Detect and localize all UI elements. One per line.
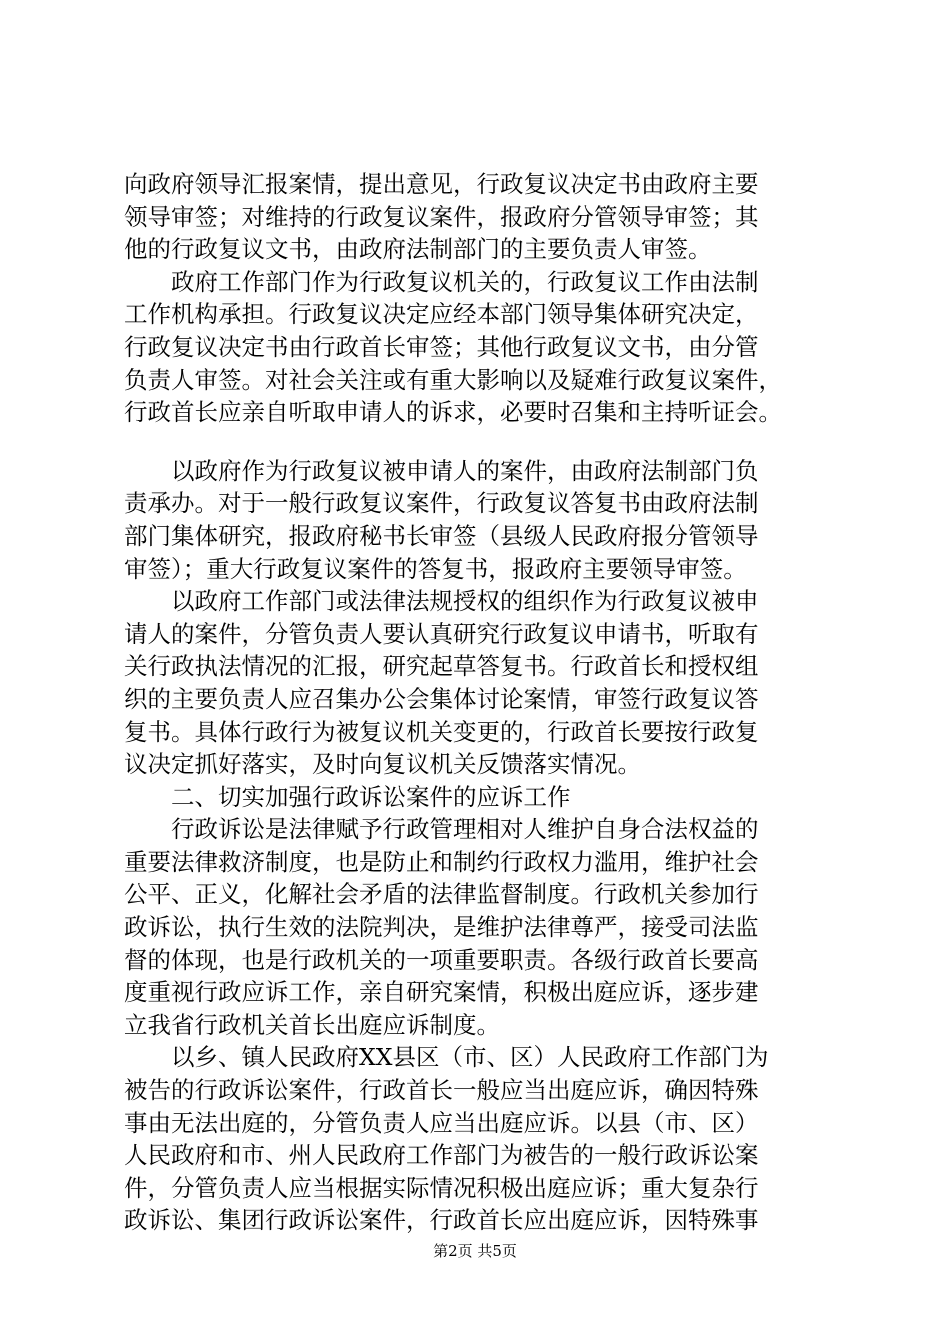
text-line: 复书。具体行政行为被复议机关变更的，行政首长要按行政复	[124, 717, 759, 746]
text-line: 行政首长应亲自听取申请人的诉求，必要时召集和主持听证会。	[124, 398, 782, 427]
paragraph-gap	[124, 429, 836, 455]
paragraph-6	[124, 1041, 836, 1237]
text-line: 以乡、镇人民政府XX县区（市、区）人民政府工作部门为	[124, 1043, 769, 1072]
section-heading	[124, 781, 836, 814]
text-line: 事由无法出庭的，分管负责人应当出庭应诉。以县（市、区）	[124, 1108, 759, 1137]
text-line: 负责人审签。对社会关注或有重大影响以及疑难行政复议案件，	[124, 365, 782, 394]
paragraph-5	[124, 813, 836, 1041]
paragraph-2	[124, 266, 836, 429]
paragraph-1	[124, 168, 836, 266]
page-footer	[0, 1241, 950, 1261]
text-line: 向政府领导汇报案情，提出意见，行政复议决定书由政府主要	[124, 170, 759, 198]
page-number: 第2页 共5页	[433, 1242, 517, 1260]
text-line: 责承办。对于一般行政复议案件，行政复议答复书由政府法制	[124, 489, 759, 518]
text-line: 重要法律救济制度，也是防止和制约行政权力滥用，维护社会	[124, 847, 759, 876]
text-line: 被告的行政诉讼案件，行政首长一般应当出庭应诉，确因特殊	[124, 1076, 759, 1105]
text-line: 织的主要负责人应召集办公会集体讨论案情，审签行政复议答	[124, 684, 759, 713]
text-line: 公平、正义，化解社会矛盾的法律监督制度。行政机关参加行	[124, 880, 759, 909]
heading-line: 二、切实加强行政诉讼案件的应诉工作	[124, 782, 571, 811]
text-line: 立我省行政机关首长出庭应诉制度。	[124, 1010, 500, 1039]
text-line: 议决定抓好落实，及时向复议机关反馈落实情况。	[124, 750, 641, 779]
text-line: 以政府作为行政复议被申请人的案件，由政府法制部门负	[124, 456, 759, 485]
text-line: 审签）；重大行政复议案件的答复书，报政府主要领导审签。	[124, 554, 747, 583]
text-line: 件，分管负责人应当根据实际情况积极出庭应诉；重大复杂行	[124, 1173, 759, 1202]
text-line: 政诉讼、集团行政诉讼案件，行政首长应出庭应诉，因特殊事	[124, 1206, 759, 1235]
text-line: 以政府工作部门或法律法规授权的组织作为行政复议被申	[124, 587, 759, 616]
text-line: 工作机构承担。行政复议决定应经本部门领导集体研究决定，	[124, 300, 759, 329]
text-line: 度重视行政应诉工作，亲自研究案情，积极出庭应诉，逐步建	[124, 978, 759, 1007]
text-line: 督的体现，也是行政机关的一项重要职责。各级行政首长要高	[124, 945, 759, 974]
document-body	[124, 168, 836, 1237]
text-line: 行政复议决定书由行政首长审签；其他行政复议文书，由分管	[124, 332, 759, 361]
text-line: 部门集体研究，报政府秘书长审签（县级人民政府报分管领导	[124, 521, 759, 550]
paragraph-4	[124, 585, 836, 781]
paragraph-3	[124, 455, 836, 585]
text-line: 关行政执法情况的汇报，研究起草答复书。行政首长和授权组	[124, 652, 759, 681]
text-line: 领导审签；对维持的行政复议案件，报政府分管领导审签；其	[124, 202, 759, 231]
text-line: 请人的案件，分管负责人要认真研究行政复议申请书，听取有	[124, 619, 759, 648]
text-line: 政诉讼，执行生效的法院判决，是维护法律尊严，接受司法监	[124, 913, 759, 942]
text-line: 政府工作部门作为行政复议机关的，行政复议工作由法制	[124, 267, 759, 296]
text-line: 行政诉讼是法律赋予行政管理相对人维护自身合法权益的	[124, 815, 759, 844]
text-line: 人民政府和市、州人民政府工作部门为被告的一般行政诉讼案	[124, 1141, 759, 1170]
text-line: 他的行政复议文书，由政府法制部门的主要负责人审签。	[124, 235, 712, 264]
